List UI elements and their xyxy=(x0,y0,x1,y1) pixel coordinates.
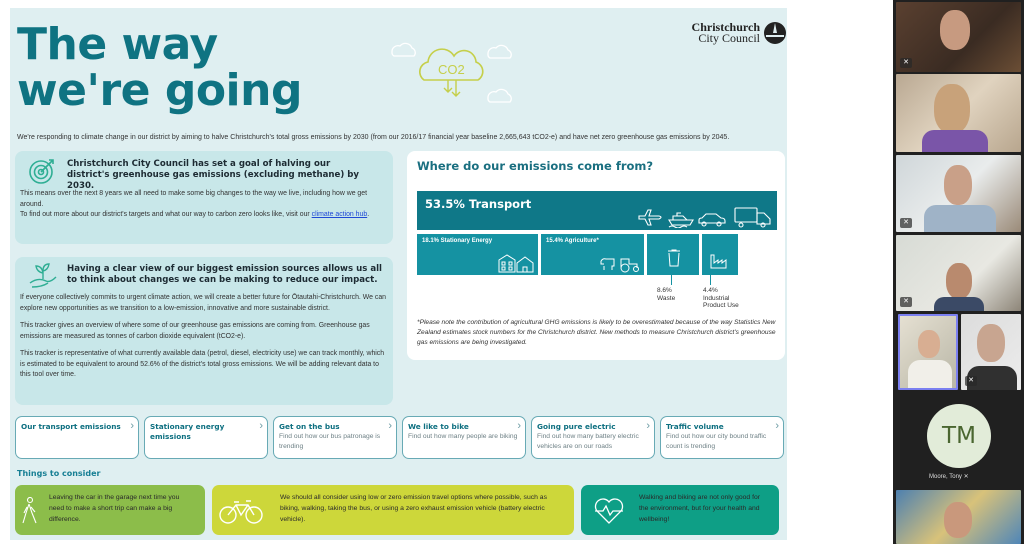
link-transport-emissions[interactable] xyxy=(15,416,139,459)
goal-heading: Christchurch City Council has set a goal of halving our district's greenhouse gas emissions (excluding methane) by 2030. xyxy=(67,159,360,191)
link-desc: Find out how our city bound traffic count is trending xyxy=(666,433,767,450)
paragraph-2: This tracker gives an overview of where some of our greenhouse gas emissions are coming from. Greenhouse gas emissions are measured as tonnes of carbon dioxide equivalent (tCO2-e). xyxy=(20,322,370,340)
truck-icon xyxy=(735,208,770,227)
industrial-box xyxy=(702,234,738,275)
emission-sources-card xyxy=(15,257,393,405)
plane-icon xyxy=(639,210,661,225)
muted-mic-icon: ✕ xyxy=(963,474,969,480)
emission-sources-body xyxy=(20,293,388,388)
participant-tile[interactable] xyxy=(961,314,1021,390)
factory-icon xyxy=(710,253,730,269)
waste-name: Waste xyxy=(657,294,676,302)
link-title: Get on the bus xyxy=(279,422,340,431)
title-line-2: we're going xyxy=(17,65,302,116)
heart-pulse-icon xyxy=(593,497,625,525)
participant-video xyxy=(918,330,940,358)
plant-in-hand-icon xyxy=(28,261,58,289)
link-stationary-energy[interactable] xyxy=(144,416,268,459)
link-desc: Find out how our bus patronage is trending xyxy=(279,433,381,450)
transport-icons xyxy=(637,206,773,228)
link-title: Our transport emissions xyxy=(21,422,121,431)
stationary-energy-label: 18.1% Stationary Energy xyxy=(422,238,493,244)
tip-health-text: Walking and biking are not only good for the environment, but for your health and wellbeing! xyxy=(639,494,761,523)
link-desc: Find out how many people are biking xyxy=(408,433,518,440)
goal-body-1: This means over the next 8 years we all need to make some big changes to the way we live, including how we get around. xyxy=(20,190,368,208)
shared-screen xyxy=(10,8,787,540)
participant-tile[interactable] xyxy=(896,155,1021,232)
emission-sources-heading: Having a clear view of our biggest emission sources allows us all to think about changes we can be making to reduce our impact. xyxy=(67,264,383,285)
agriculture-footnote: *Please note the contribution of agricultural GHG emissions is likely to be overestimated because of the way Statistics New Zealand estimates stock numbers for the Christchurch district. New methods to measure Christchurch district's greenhouse gas emissions are being investigated. xyxy=(417,319,776,346)
page-title xyxy=(17,19,302,116)
link-going-pure-electric[interactable] xyxy=(531,416,655,459)
muted-mic-icon: ✕ xyxy=(965,376,977,386)
agriculture-label: 15.4% Agriculture* xyxy=(546,238,599,244)
cathedral-logo-icon xyxy=(763,21,787,45)
tip-low-emission-text: We should all consider using low or zero emission travel options where possible, such as biking, walking, taking the bus, or using a zero exhaust emission vehicle (battery electric vehicle). xyxy=(280,494,547,523)
things-to-consider-heading: Things to consider xyxy=(17,469,101,478)
participant-tile-active-speaker[interactable] xyxy=(898,314,958,390)
participant-name-text: Moore, Tony xyxy=(929,474,962,480)
participant-video xyxy=(977,324,1005,362)
logo-line-2: City Council xyxy=(698,31,760,45)
chevron-right-icon: › xyxy=(646,420,650,432)
chevron-right-icon: › xyxy=(775,420,779,432)
participant-name xyxy=(929,473,969,480)
co2-cloud-icon xyxy=(390,36,520,116)
link-title: Traffic volume xyxy=(666,422,724,431)
goal-card xyxy=(15,151,393,244)
muted-mic-icon: ✕ xyxy=(900,58,912,68)
link-get-on-the-bus[interactable] xyxy=(273,416,397,459)
participant-tile[interactable] xyxy=(896,490,1021,544)
participant-clothing xyxy=(922,130,988,152)
paragraph-3: This tracker is representative of what currently available data (petrol, diesel, electricity use) we can track monthly, which is estimated to be equivalent to around 52.6% of the district's total gross emissions. We will be adding relevant data to this tool over time. xyxy=(20,350,385,378)
waste-tick xyxy=(671,275,672,285)
logo-line-1: Christchurch xyxy=(691,20,760,34)
transport-bar xyxy=(417,191,777,230)
chevron-right-icon: › xyxy=(517,420,521,432)
link-traffic-volume[interactable] xyxy=(660,416,784,459)
bicycle-icon xyxy=(218,499,264,525)
participant-video xyxy=(944,502,972,538)
waste-percent: 8.6% xyxy=(657,287,672,294)
link-desc: Find out how many battery electric vehicles are on our roads xyxy=(537,433,639,450)
buildings-icon xyxy=(497,253,535,273)
participant-tile[interactable] xyxy=(896,235,1021,311)
participant-video xyxy=(940,10,970,50)
climate-action-hub-link[interactable]: climate action hub xyxy=(311,211,368,218)
participant-clothing xyxy=(934,297,984,311)
co2-label: CO2 xyxy=(438,62,465,77)
goal-body xyxy=(20,189,388,221)
emissions-breakdown-panel xyxy=(407,151,785,360)
link-title: We like to bike xyxy=(408,422,469,431)
tracker-links xyxy=(15,416,785,461)
participant-tile[interactable] xyxy=(896,74,1021,152)
target-icon xyxy=(28,157,56,185)
transport-label: 53.5% Transport xyxy=(425,197,532,211)
participant-video-strip xyxy=(893,0,1024,544)
chevron-right-icon: › xyxy=(130,420,134,432)
muted-mic-icon: ✕ xyxy=(900,218,912,228)
waste-box xyxy=(647,234,699,275)
industrial-tick xyxy=(710,275,711,285)
goal-body-2: To find out more about our district's targets and what our way to carbon zero looks like, visit our xyxy=(20,211,312,218)
link-we-like-to-bike[interactable] xyxy=(402,416,526,459)
tip-walk-text: Leaving the car in the garage next time you need to make a short trip can make a big difference. xyxy=(49,494,180,523)
car-icon xyxy=(699,214,725,226)
participant-clothing xyxy=(908,360,952,390)
tip-walk xyxy=(15,485,205,535)
waste-label xyxy=(657,287,675,302)
participant-video xyxy=(946,263,972,299)
tip-low-emission-travel xyxy=(212,485,574,535)
avatar[interactable]: TM xyxy=(927,404,991,468)
stationary-energy-box xyxy=(417,234,538,275)
ship-icon xyxy=(669,213,693,228)
emissions-title: Where do our emissions come from? xyxy=(417,159,654,173)
muted-mic-icon: ✕ xyxy=(900,297,912,307)
paragraph-1: If everyone collectively commits to urgent climate action, we will create a better future for Ōtautahi-Christchurch. We can explore new opportunities as we transition to a low-emission, innovative and more sustainable district. xyxy=(20,294,386,312)
tip-health xyxy=(581,485,779,535)
intro-text: We're responding to climate change in our district by aiming to halve Christchurch's total gross emissions by 2030 (from our 2016/17 financial year baseline 2,665,643 tCO2-e) and have net zero greenhouse gas emissions by 2045. xyxy=(17,134,730,141)
bin-icon xyxy=(667,249,681,267)
council-logo[interactable] xyxy=(692,21,787,45)
cow-tractor-icon xyxy=(599,253,641,273)
title-line-1: The way xyxy=(17,19,218,70)
industrial-label xyxy=(703,287,753,310)
agriculture-box xyxy=(541,234,644,275)
participant-clothing xyxy=(924,205,996,232)
industrial-percent: 4.4% xyxy=(703,287,718,294)
chevron-right-icon: › xyxy=(388,420,392,432)
link-title: Going pure electric xyxy=(537,422,616,431)
goal-body-end: . xyxy=(367,211,370,218)
walking-person-icon xyxy=(21,497,39,525)
chevron-right-icon: › xyxy=(259,420,263,432)
participant-tile[interactable] xyxy=(896,2,1021,72)
participant-video xyxy=(934,84,970,134)
link-title: Stationary energy emissions xyxy=(150,422,225,441)
participant-video xyxy=(944,165,972,205)
industrial-name: Industrial Product Use xyxy=(703,294,739,309)
